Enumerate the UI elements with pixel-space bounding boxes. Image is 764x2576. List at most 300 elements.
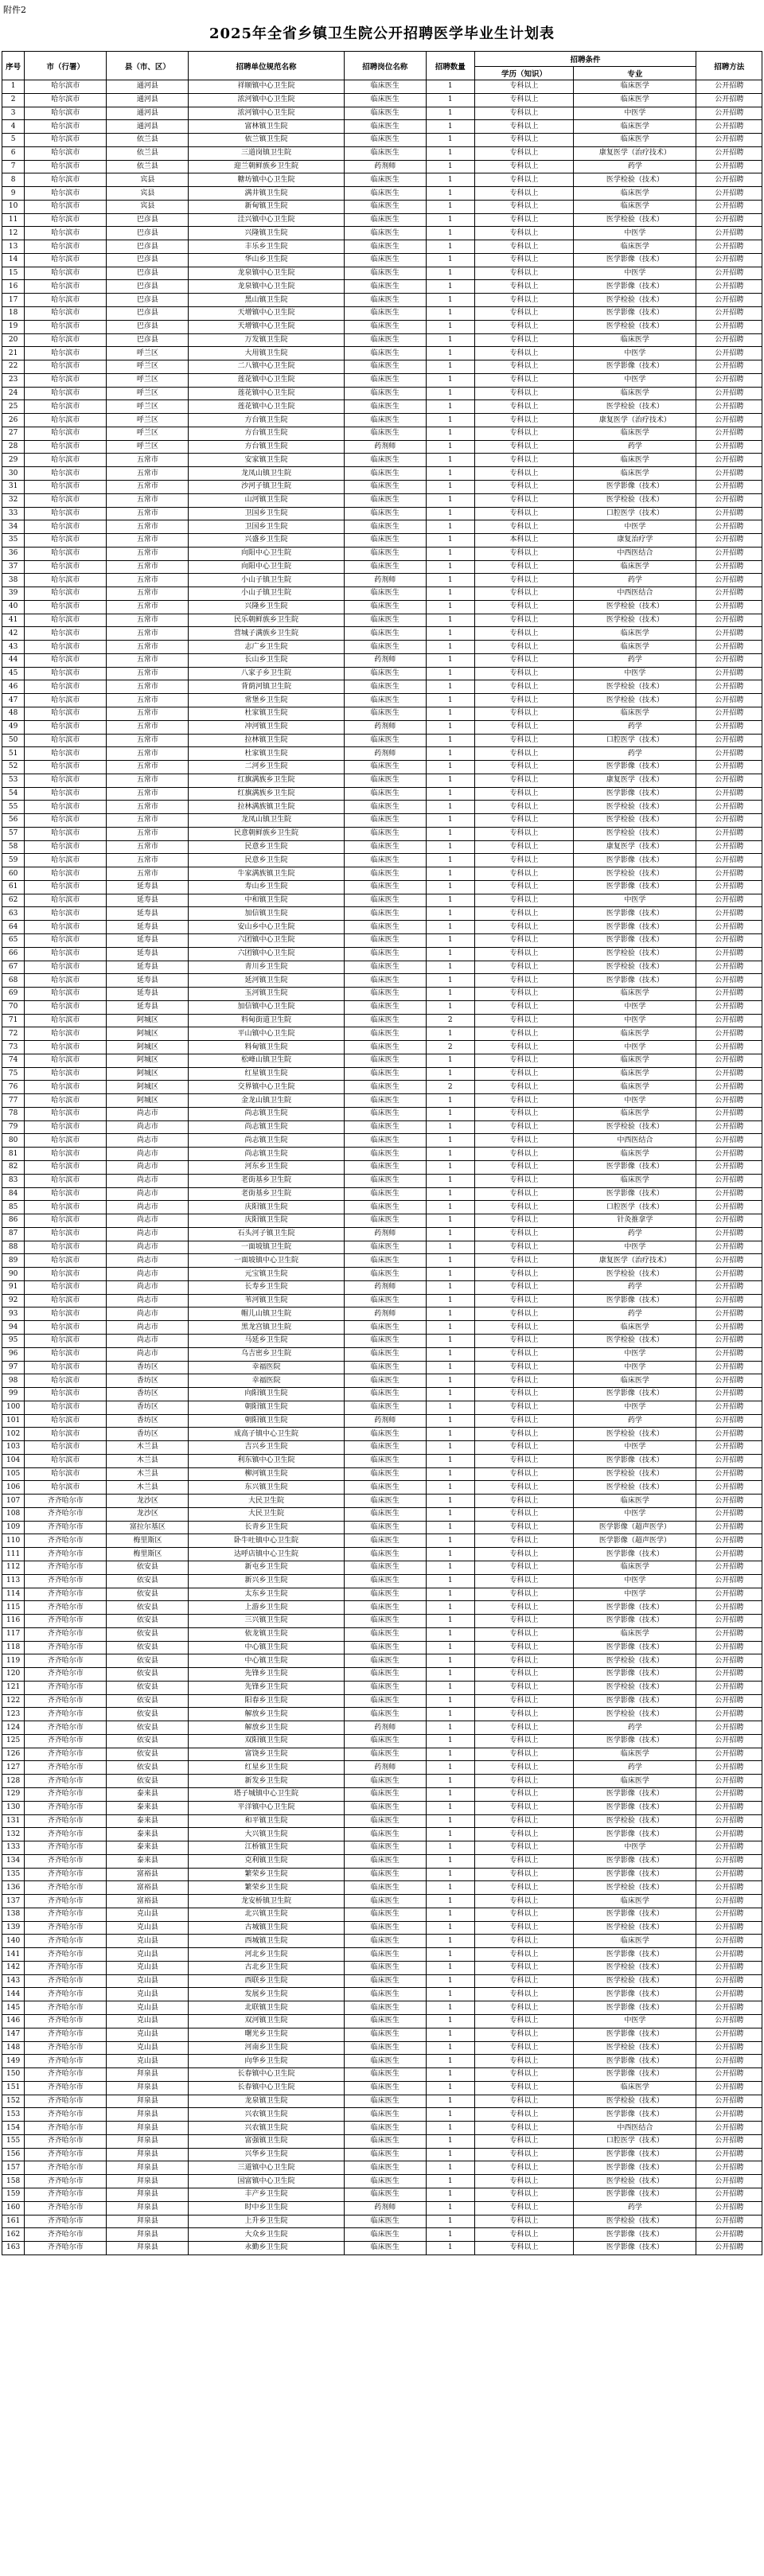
cell-method: 公开招聘 [696, 1615, 762, 1628]
cell-major: 医学检验（技术） [574, 1814, 696, 1828]
cell-education: 专科以上 [474, 280, 574, 294]
cell-method: 公开招聘 [696, 1401, 762, 1414]
cell-education: 专科以上 [474, 1227, 574, 1241]
cell-method: 公开招聘 [696, 574, 762, 587]
cell-county: 尚志市 [107, 1161, 189, 1175]
cell-count: 1 [426, 547, 474, 560]
cell-unit: 青川乡卫生院 [189, 961, 344, 974]
cell-no: 29 [2, 454, 25, 467]
cell-city: 齐齐哈尔市 [25, 1961, 107, 1974]
cell-count: 1 [426, 2108, 474, 2122]
cell-post: 临床医生 [344, 187, 426, 201]
cell-major: 医学影像（技术） [574, 253, 696, 267]
cell-county: 依安县 [107, 1681, 189, 1694]
cell-method: 公开招聘 [696, 134, 762, 147]
cell-post: 临床医生 [344, 2015, 426, 2028]
cell-count: 1 [426, 867, 474, 881]
table-row [2, 1974, 762, 1988]
cell-method: 公开招聘 [696, 720, 762, 734]
cell-city: 齐齐哈尔市 [25, 1588, 107, 1601]
cell-education: 专科以上 [474, 627, 574, 641]
table-row [2, 1027, 762, 1041]
cell-post: 临床医生 [344, 467, 426, 481]
cell-education: 专科以上 [474, 1721, 574, 1735]
cell-education: 专科以上 [474, 2242, 574, 2255]
cell-city: 哈尔滨市 [25, 280, 107, 294]
cell-post: 临床医生 [344, 974, 426, 988]
cell-method: 公开招聘 [696, 333, 762, 347]
cell-post: 临床医生 [344, 2028, 426, 2041]
cell-city: 哈尔滨市 [25, 294, 107, 307]
cell-post: 临床医生 [344, 1454, 426, 1467]
cell-county: 五常市 [107, 734, 189, 747]
cell-count: 1 [426, 1214, 474, 1228]
cell-count: 1 [426, 1414, 474, 1428]
cell-education: 专科以上 [474, 1988, 574, 2001]
table-row [2, 1227, 762, 1241]
cell-city: 哈尔滨市 [25, 1227, 107, 1241]
cell-city: 哈尔滨市 [25, 80, 107, 94]
cell-method: 公开招聘 [696, 1000, 762, 1014]
table-row [2, 2134, 762, 2148]
cell-major: 临床医学 [574, 1107, 696, 1120]
cell-education: 专科以上 [474, 187, 574, 201]
cell-county: 泰来县 [107, 1828, 189, 1841]
cell-unit: 塔子城镇中心卫生院 [189, 1788, 344, 1802]
cell-city: 哈尔滨市 [25, 1081, 107, 1094]
table-row [2, 1908, 762, 1921]
cell-post: 药剂师 [344, 1721, 426, 1735]
cell-major: 医学影像（技术） [574, 2068, 696, 2082]
cell-post: 临床医生 [344, 627, 426, 641]
cell-no: 114 [2, 1588, 25, 1601]
cell-education: 专科以上 [474, 921, 574, 934]
cell-post: 临床医生 [344, 146, 426, 160]
cell-education: 专科以上 [474, 1134, 574, 1148]
table-row [2, 1094, 762, 1108]
cell-city: 哈尔滨市 [25, 1107, 107, 1120]
cell-education: 专科以上 [474, 1507, 574, 1521]
cell-city: 哈尔滨市 [25, 1067, 107, 1081]
cell-method: 公开招聘 [696, 761, 762, 774]
cell-count: 1 [426, 627, 474, 641]
cell-unit: 兴盛乡卫生院 [189, 534, 344, 548]
cell-city: 哈尔滨市 [25, 787, 107, 801]
cell-county: 克山县 [107, 2028, 189, 2041]
cell-no: 81 [2, 1148, 25, 1161]
cell-city: 齐齐哈尔市 [25, 1627, 107, 1641]
cell-major: 临床医学 [574, 627, 696, 641]
cell-method: 公开招聘 [696, 921, 762, 934]
cell-education: 专科以上 [474, 587, 574, 601]
cell-city: 哈尔滨市 [25, 1361, 107, 1374]
table-row [2, 2108, 762, 2122]
cell-no: 142 [2, 1961, 25, 1974]
cell-city: 哈尔滨市 [25, 840, 107, 854]
cell-city: 哈尔滨市 [25, 107, 107, 120]
cell-education: 专科以上 [474, 1321, 574, 1335]
cell-method: 公开招聘 [696, 1148, 762, 1161]
cell-unit: 天增镇中心卫生院 [189, 320, 344, 333]
cell-education: 专科以上 [474, 1481, 574, 1495]
cell-major: 临床医学 [574, 1561, 696, 1574]
cell-unit: 长寿乡卫生院 [189, 1280, 344, 1294]
cell-post: 临床医生 [344, 360, 426, 374]
cell-method: 公开招聘 [696, 2015, 762, 2028]
cell-county: 五常市 [107, 761, 189, 774]
header-count: 招聘数量 [426, 52, 474, 80]
cell-post: 临床医生 [344, 947, 426, 961]
cell-county: 依安县 [107, 1748, 189, 1761]
table-row [2, 2095, 762, 2108]
table-row [2, 1201, 762, 1214]
cell-count: 1 [426, 1948, 474, 1962]
cell-unit: 迎兰朝鲜族乡卫生院 [189, 160, 344, 173]
cell-city: 哈尔滨市 [25, 680, 107, 694]
cell-no: 4 [2, 120, 25, 134]
cell-method: 公开招聘 [696, 414, 762, 427]
table-row [2, 1574, 762, 1588]
cell-county: 巴彦县 [107, 213, 189, 227]
cell-city: 哈尔滨市 [25, 947, 107, 961]
cell-post: 临床医生 [344, 1000, 426, 1014]
cell-education: 专科以上 [474, 574, 574, 587]
cell-city: 哈尔滨市 [25, 1347, 107, 1361]
cell-unit: 古城镇卫生院 [189, 1921, 344, 1935]
cell-post: 药剂师 [344, 720, 426, 734]
cell-post: 临床医生 [344, 227, 426, 240]
cell-county: 延寿县 [107, 907, 189, 921]
cell-method: 公开招聘 [696, 1227, 762, 1241]
cell-county: 龙沙区 [107, 1495, 189, 1508]
cell-education: 专科以上 [474, 440, 574, 454]
cell-city: 齐齐哈尔市 [25, 1854, 107, 1868]
cell-education: 专科以上 [474, 761, 574, 774]
cell-method: 公开招聘 [696, 467, 762, 481]
cell-method: 公开招聘 [696, 1307, 762, 1321]
cell-major: 临床医学 [574, 1895, 696, 1908]
cell-count: 1 [426, 574, 474, 587]
table-row [2, 1627, 762, 1641]
cell-no: 66 [2, 947, 25, 961]
cell-unit: 龙泉镇中心卫生院 [189, 267, 344, 280]
cell-method: 公开招聘 [696, 267, 762, 280]
cell-no: 141 [2, 1948, 25, 1962]
cell-count: 1 [426, 333, 474, 347]
cell-major: 临床医学 [574, 1627, 696, 1641]
cell-education: 专科以上 [474, 961, 574, 974]
cell-unit: 先锋乡卫生院 [189, 1681, 344, 1694]
cell-method: 公开招聘 [696, 173, 762, 187]
cell-city: 齐齐哈尔市 [25, 2068, 107, 2082]
cell-no: 15 [2, 267, 25, 280]
cell-major: 临床医学 [574, 120, 696, 134]
cell-no: 73 [2, 1041, 25, 1054]
cell-no: 145 [2, 2001, 25, 2015]
cell-education: 专科以上 [474, 667, 574, 680]
cell-unit: 安家镇卫生院 [189, 454, 344, 467]
cell-post: 临床医生 [344, 1734, 426, 1748]
cell-major: 中医学 [574, 373, 696, 387]
cell-education: 专科以上 [474, 400, 574, 414]
cell-unit: 牛家满族镇卫生院 [189, 867, 344, 881]
cell-post: 药剂师 [344, 1307, 426, 1321]
cell-unit: 龙凤山镇卫生院 [189, 814, 344, 828]
cell-count: 1 [426, 493, 474, 507]
cell-county: 巴彦县 [107, 294, 189, 307]
cell-education: 专科以上 [474, 1601, 574, 1615]
cell-city: 齐齐哈尔市 [25, 2175, 107, 2188]
table-row [2, 988, 762, 1001]
cell-count: 1 [426, 347, 474, 360]
cell-method: 公开招聘 [696, 1334, 762, 1347]
table-row [2, 1174, 762, 1187]
cell-education: 专科以上 [474, 80, 574, 94]
cell-county: 阿城区 [107, 1054, 189, 1067]
cell-city: 齐齐哈尔市 [25, 1801, 107, 1814]
cell-unit: 长青乡卫生院 [189, 1521, 344, 1534]
table-row [2, 1401, 762, 1414]
cell-education: 专科以上 [474, 1161, 574, 1175]
cell-count: 1 [426, 454, 474, 467]
cell-major: 中西医结合 [574, 587, 696, 601]
cell-no: 14 [2, 253, 25, 267]
table-row [2, 1347, 762, 1361]
cell-method: 公开招聘 [696, 787, 762, 801]
cell-city: 齐齐哈尔市 [25, 1788, 107, 1802]
cell-education: 专科以上 [474, 867, 574, 881]
cell-method: 公开招聘 [696, 840, 762, 854]
cell-post: 临床医生 [344, 173, 426, 187]
cell-count: 1 [426, 414, 474, 427]
table-row [2, 2201, 762, 2215]
cell-post: 临床医生 [344, 1401, 426, 1414]
cell-unit: 松峰山镇卫生院 [189, 1054, 344, 1067]
cell-education: 专科以上 [474, 1454, 574, 1467]
cell-city: 哈尔滨市 [25, 213, 107, 227]
cell-post: 临床医生 [344, 1148, 426, 1161]
cell-count: 1 [426, 801, 474, 814]
table-row [2, 1307, 762, 1321]
cell-method: 公开招聘 [696, 1454, 762, 1467]
cell-post: 临床医生 [344, 840, 426, 854]
cell-city: 哈尔滨市 [25, 1307, 107, 1321]
cell-education: 专科以上 [474, 1881, 574, 1895]
cell-count: 1 [426, 1441, 474, 1455]
cell-unit: 兴农镇卫生院 [189, 2122, 344, 2135]
cell-unit: 冲河镇卫生院 [189, 720, 344, 734]
cell-method: 公开招聘 [696, 120, 762, 134]
cell-no: 150 [2, 2068, 25, 2082]
cell-count: 1 [426, 2175, 474, 2188]
cell-post: 临床医生 [344, 1681, 426, 1694]
cell-post: 药剂师 [344, 574, 426, 587]
cell-method: 公开招聘 [696, 1654, 762, 1668]
cell-count: 1 [426, 2201, 474, 2215]
cell-no: 140 [2, 1935, 25, 1948]
cell-no: 56 [2, 814, 25, 828]
cell-method: 公开招聘 [696, 1414, 762, 1428]
cell-count: 1 [426, 1748, 474, 1761]
cell-city: 齐齐哈尔市 [25, 1775, 107, 1788]
cell-count: 1 [426, 107, 474, 120]
cell-unit: 尚志镇卫生院 [189, 1120, 344, 1134]
cell-post: 药剂师 [344, 440, 426, 454]
cell-no: 28 [2, 440, 25, 454]
cell-count: 1 [426, 934, 474, 948]
cell-method: 公开招聘 [696, 2215, 762, 2228]
cell-city: 哈尔滨市 [25, 1187, 107, 1201]
cell-major: 中医学 [574, 520, 696, 534]
cell-city: 哈尔滨市 [25, 1241, 107, 1254]
cell-education: 专科以上 [474, 294, 574, 307]
cell-county: 梅里斯区 [107, 1548, 189, 1561]
cell-method: 公开招聘 [696, 520, 762, 534]
cell-major: 中医学 [574, 894, 696, 907]
cell-major: 医学影像（技术） [574, 2228, 696, 2242]
cell-post: 药剂师 [344, 160, 426, 173]
cell-count: 1 [426, 2095, 474, 2108]
table-row [2, 720, 762, 734]
cell-post: 临床医生 [344, 961, 426, 974]
table-row [2, 1814, 762, 1828]
table-row [2, 1187, 762, 1201]
table-row [2, 1654, 762, 1668]
cell-post: 临床医生 [344, 1868, 426, 1881]
cell-city: 齐齐哈尔市 [25, 2122, 107, 2135]
cell-major: 医学影像（技术） [574, 1294, 696, 1307]
cell-education: 专科以上 [474, 2161, 574, 2175]
cell-count: 1 [426, 1187, 474, 1201]
table-row [2, 213, 762, 227]
cell-count: 1 [426, 294, 474, 307]
cell-method: 公开招聘 [696, 1094, 762, 1108]
cell-major: 药学 [574, 1721, 696, 1735]
cell-method: 公开招聘 [696, 653, 762, 667]
table-row [2, 400, 762, 414]
cell-major: 康复治疗学 [574, 534, 696, 548]
cell-unit: 小山子镇卫生院 [189, 574, 344, 587]
cell-unit: 乌吉密乡卫生院 [189, 1347, 344, 1361]
cell-county: 巴彦县 [107, 320, 189, 333]
cell-unit: 尚志镇卫生院 [189, 1107, 344, 1120]
cell-unit: 一面坡镇卫生院 [189, 1241, 344, 1254]
cell-county: 木兰县 [107, 1467, 189, 1481]
cell-no: 1 [2, 80, 25, 94]
cell-city: 哈尔滨市 [25, 1401, 107, 1414]
cell-county: 呼兰区 [107, 414, 189, 427]
cell-unit: 老街基乡卫生院 [189, 1187, 344, 1201]
cell-unit: 太东乡卫生院 [189, 1588, 344, 1601]
cell-no: 126 [2, 1748, 25, 1761]
cell-city: 哈尔滨市 [25, 187, 107, 201]
cell-unit: 金龙山镇卫生院 [189, 1094, 344, 1108]
cell-county: 泰来县 [107, 1788, 189, 1802]
cell-post: 临床医生 [344, 333, 426, 347]
cell-no: 5 [2, 134, 25, 147]
cell-no: 128 [2, 1775, 25, 1788]
cell-unit: 八家子乡卫生院 [189, 667, 344, 680]
cell-count: 1 [426, 400, 474, 414]
cell-county: 木兰县 [107, 1481, 189, 1495]
cell-count: 1 [426, 1495, 474, 1508]
cell-method: 公开招聘 [696, 1788, 762, 1802]
cell-method: 公开招聘 [696, 2095, 762, 2108]
table-row [2, 120, 762, 134]
cell-unit: 交界镇中心卫生院 [189, 1081, 344, 1094]
cell-no: 95 [2, 1334, 25, 1347]
cell-count: 1 [426, 1201, 474, 1214]
cell-county: 五常市 [107, 774, 189, 787]
cell-education: 专科以上 [474, 694, 574, 707]
cell-post: 临床医生 [344, 1067, 426, 1081]
cell-method: 公开招聘 [696, 1388, 762, 1401]
cell-city: 齐齐哈尔市 [25, 2081, 107, 2095]
cell-count: 1 [426, 587, 474, 601]
cell-county: 通河县 [107, 80, 189, 94]
cell-count: 1 [426, 1521, 474, 1534]
cell-education: 专科以上 [474, 93, 574, 107]
cell-no: 25 [2, 400, 25, 414]
cell-major: 医学检验（技术） [574, 614, 696, 627]
table-row [2, 1828, 762, 1841]
cell-county: 克山县 [107, 1921, 189, 1935]
cell-unit: 朝阳镇卫生院 [189, 1401, 344, 1414]
cell-city: 哈尔滨市 [25, 373, 107, 387]
cell-post: 临床医生 [344, 761, 426, 774]
cell-unit: 中心镇卫生院 [189, 1654, 344, 1668]
cell-education: 专科以上 [474, 2122, 574, 2135]
cell-method: 公开招聘 [696, 1721, 762, 1735]
cell-county: 香坊区 [107, 1388, 189, 1401]
cell-county: 依安县 [107, 1761, 189, 1775]
cell-post: 临床医生 [344, 1627, 426, 1641]
cell-method: 公开招聘 [696, 1201, 762, 1214]
cell-education: 专科以上 [474, 1654, 574, 1668]
cell-count: 1 [426, 854, 474, 867]
cell-method: 公开招聘 [696, 1187, 762, 1201]
cell-education: 专科以上 [474, 227, 574, 240]
cell-method: 公开招聘 [696, 187, 762, 201]
cell-major: 医学检验（技术） [574, 1921, 696, 1935]
cell-post: 临床医生 [344, 347, 426, 360]
cell-post: 临床医生 [344, 400, 426, 414]
cell-no: 62 [2, 894, 25, 907]
cell-county: 五常市 [107, 520, 189, 534]
cell-county: 拜泉县 [107, 2081, 189, 2095]
cell-unit: 依龙镇卫生院 [189, 1627, 344, 1641]
cell-city: 齐齐哈尔市 [25, 1681, 107, 1694]
cell-post: 临床医生 [344, 1187, 426, 1201]
cell-post: 临床医生 [344, 1814, 426, 1828]
cell-major: 药学 [574, 1761, 696, 1775]
cell-unit: 玉河镇卫生院 [189, 988, 344, 1001]
cell-city: 齐齐哈尔市 [25, 1507, 107, 1521]
cell-education: 专科以上 [474, 774, 574, 787]
cell-no: 32 [2, 493, 25, 507]
cell-education: 专科以上 [474, 1734, 574, 1748]
cell-education: 专科以上 [474, 480, 574, 493]
cell-education: 专科以上 [474, 1854, 574, 1868]
cell-no: 130 [2, 1801, 25, 1814]
cell-education: 专科以上 [474, 1334, 574, 1347]
cell-unit: 长春镇中心卫生院 [189, 2068, 344, 2082]
cell-post: 临床医生 [344, 2068, 426, 2082]
cell-no: 121 [2, 1681, 25, 1694]
cell-major: 医学检验（技术） [574, 173, 696, 187]
cell-count: 2 [426, 1014, 474, 1027]
header-conditions: 招聘条件 [474, 52, 696, 67]
